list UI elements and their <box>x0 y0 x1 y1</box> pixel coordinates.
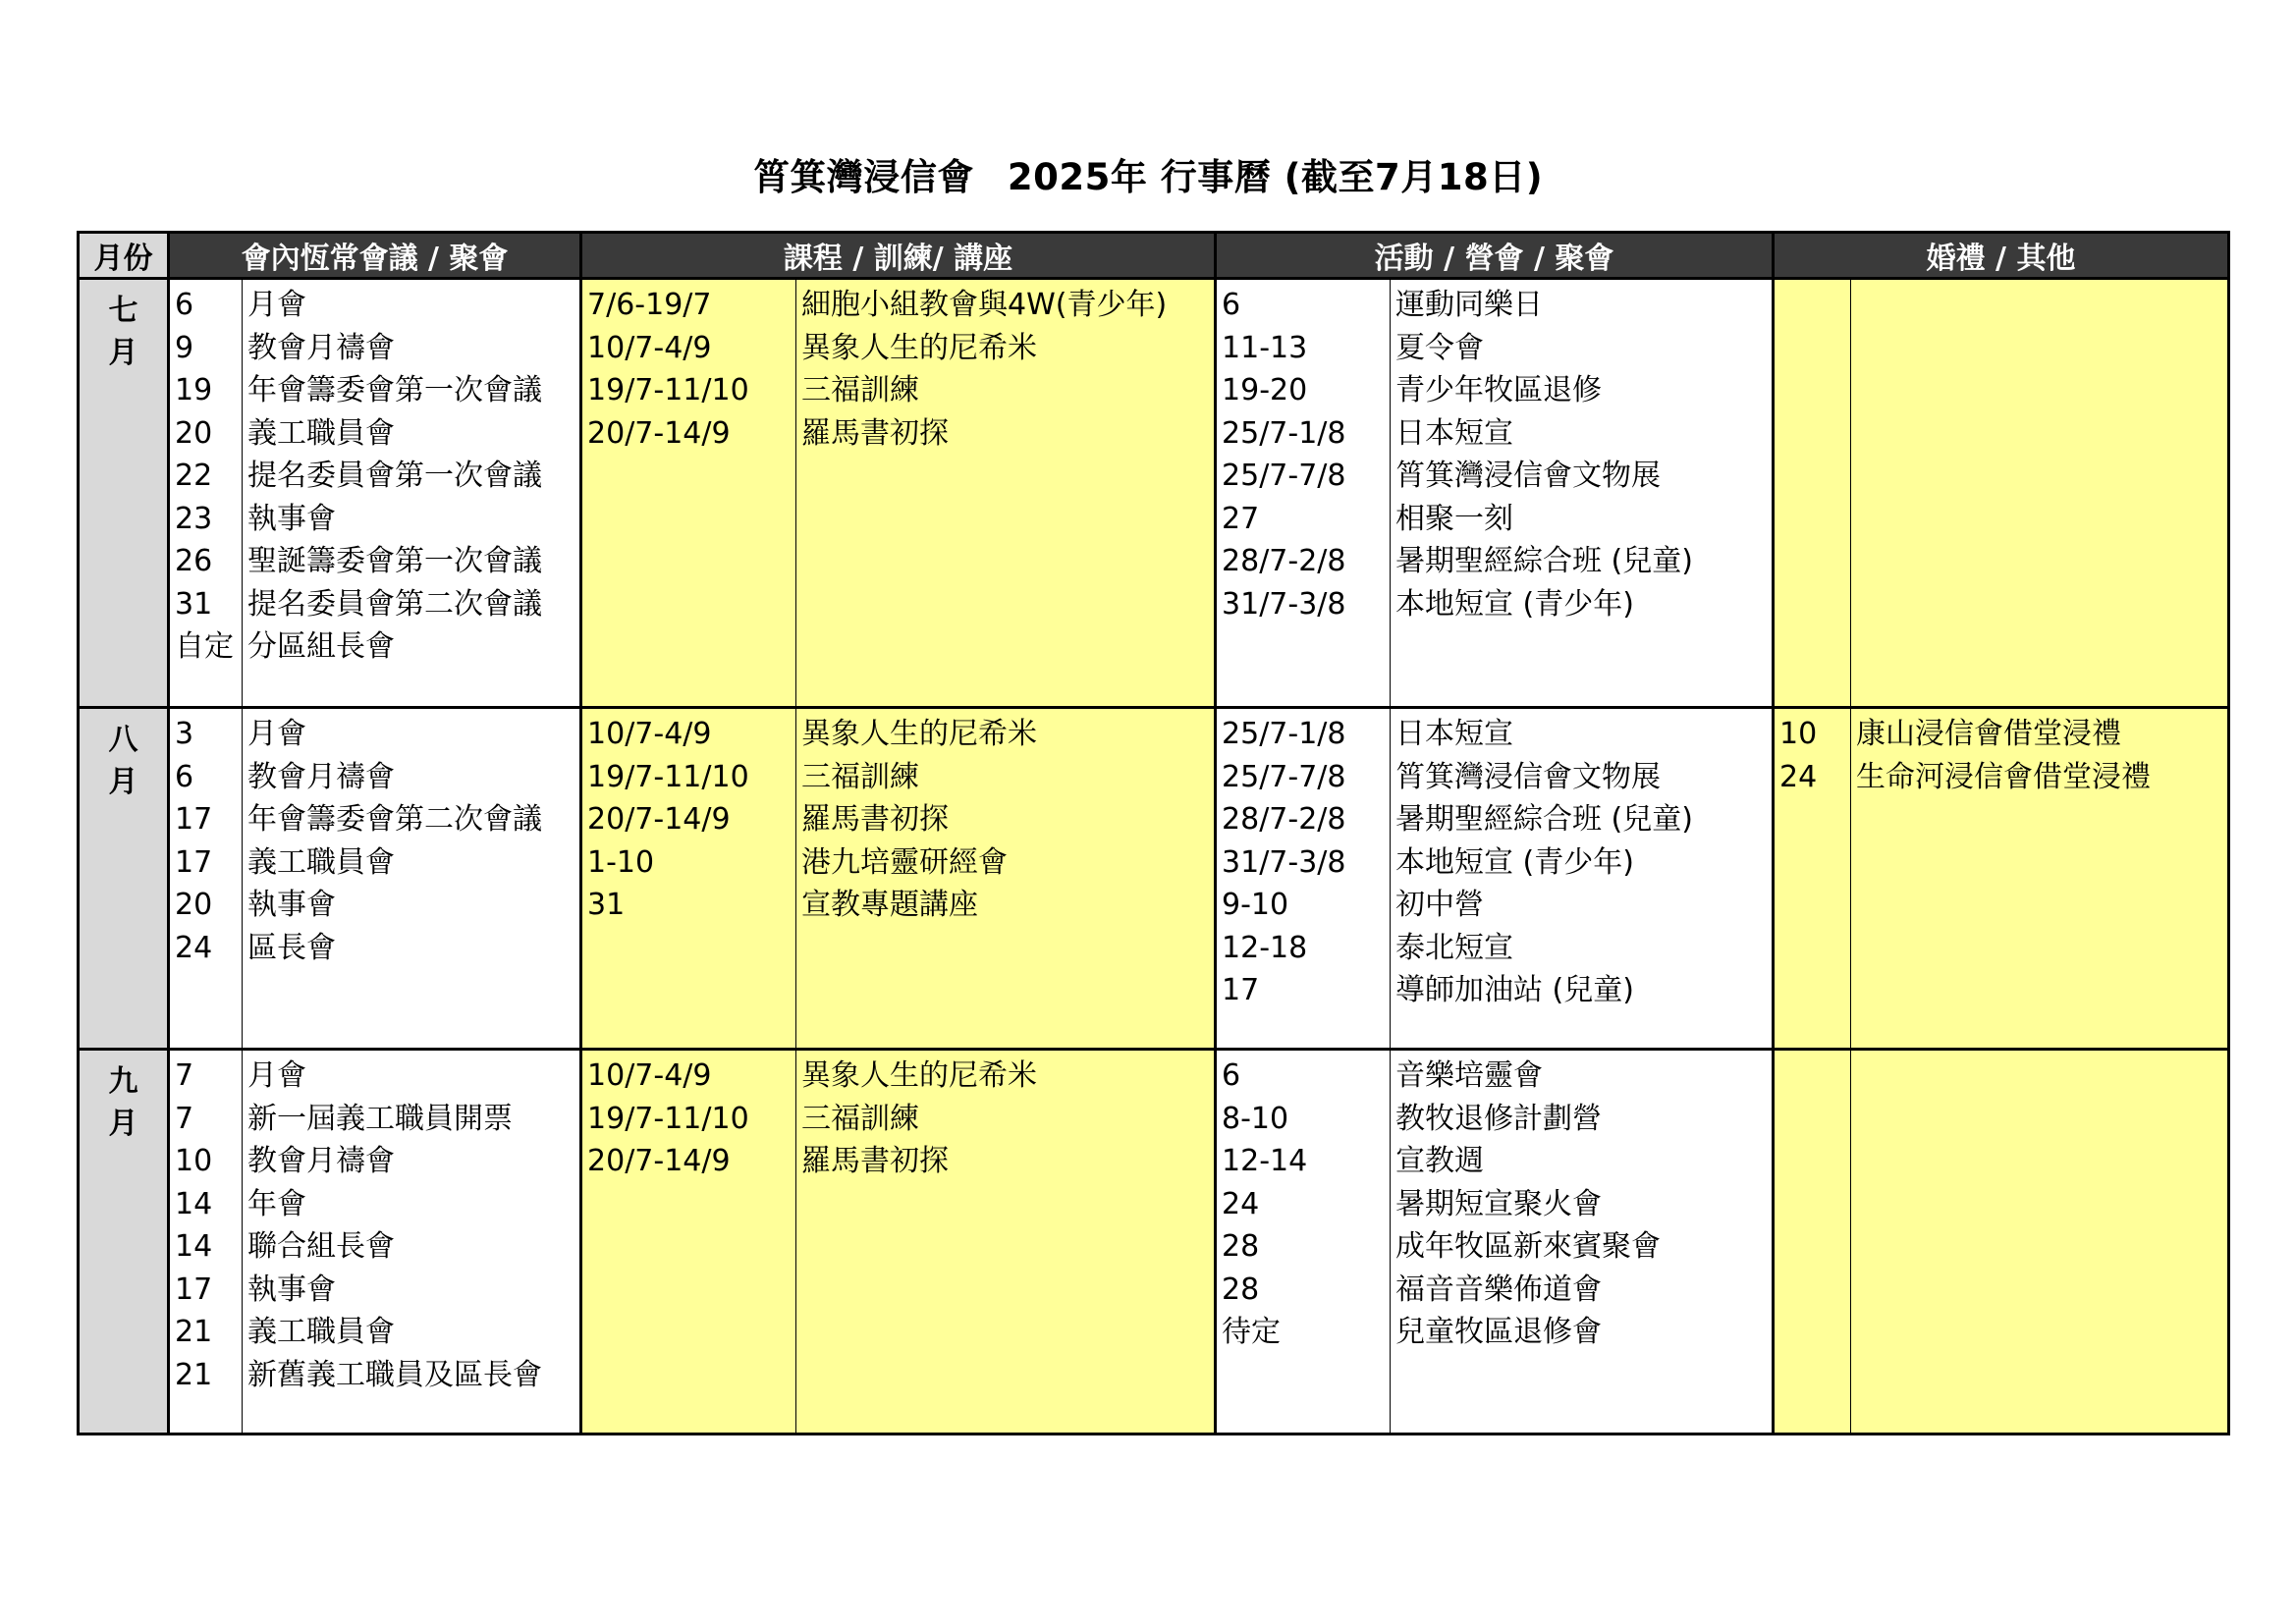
courses-name: 三福訓練 <box>801 373 920 407</box>
activities-name: 導師加油站 (兒童) <box>1395 973 1634 1007</box>
courses-name: 港九培靈研經會 <box>801 844 1009 880</box>
courses-name: 羅馬書初探 <box>801 1144 950 1178</box>
meetings-name: 新舊義工職員及區長會 <box>247 1357 542 1392</box>
activities-name: 暑期聖經綜合班 (兒童) <box>1395 544 1693 578</box>
courses-names <box>796 279 1216 708</box>
activities-dates <box>1216 708 1391 1050</box>
meetings-date: 31 <box>175 586 213 622</box>
weddings-names <box>1851 279 2229 708</box>
meetings-name: 提名委員會第一次會議 <box>247 459 542 493</box>
activities-date: 28 <box>1222 1229 1260 1264</box>
activities-name: 福音音樂佈道會 <box>1395 1272 1603 1307</box>
activities-date: 17 <box>1222 973 1260 1007</box>
weddings-names <box>1851 1050 2229 1435</box>
meetings-date: 21 <box>175 1315 213 1349</box>
activities-name: 初中營 <box>1395 888 1485 922</box>
meetings-name: 提名委員會第二次會議 <box>247 586 542 622</box>
month-row <box>79 708 2229 1050</box>
meetings-name: 新一屆義工職員開票 <box>247 1101 513 1136</box>
activities-date: 8-10 <box>1222 1101 1289 1136</box>
meetings-date: 17 <box>175 844 213 880</box>
month-label <box>79 1050 169 1435</box>
meetings-date: 19 <box>175 373 213 407</box>
activities-date: 31/7-3/8 <box>1222 844 1346 880</box>
courses-date: 1-10 <box>587 844 655 880</box>
activities-name: 泰北短宣 <box>1395 930 1514 965</box>
courses-date: 20/7-14/9 <box>587 415 731 451</box>
activities-name: 筲箕灣浸信會文物展 <box>1395 759 1662 794</box>
courses-date: 31 <box>587 888 626 922</box>
activities-name: 本地短宣 (青少年) <box>1395 844 1634 880</box>
meetings-name: 教會月禱會 <box>247 1144 395 1178</box>
meetings-name: 年會籌委會第一次會議 <box>247 373 542 407</box>
meetings-name: 教會月禱會 <box>247 330 395 365</box>
title-org: 筲箕灣浸信會 <box>752 156 974 198</box>
activities-name: 青少年牧區退修 <box>1395 373 1603 407</box>
month-label <box>79 708 169 1050</box>
activities-date: 24 <box>1222 1186 1260 1221</box>
meetings-date: 17 <box>175 802 213 837</box>
header-meetings: 會內恆常會議 / 聚會 <box>169 233 581 279</box>
activities-name: 相聚一刻 <box>1395 501 1514 536</box>
activities-name: 成年牧區新來賓聚會 <box>1395 1229 1662 1264</box>
activities-name: 夏令會 <box>1395 330 1485 365</box>
meetings-names <box>243 279 581 708</box>
meetings-name: 年會 <box>247 1186 306 1221</box>
meetings-date: 自定 <box>175 629 234 664</box>
weddings-date: 10 <box>1779 717 1818 751</box>
activities-names <box>1391 279 1774 708</box>
courses-date: 20/7-14/9 <box>587 802 731 837</box>
activities-date: 6 <box>1222 1058 1241 1093</box>
meetings-name: 義工職員會 <box>247 844 395 880</box>
activities-name: 教牧退修計劃營 <box>1395 1101 1603 1136</box>
weddings-name: 生命河浸信會借堂浸禮 <box>1856 759 2152 794</box>
meetings-date: 23 <box>175 501 213 536</box>
month-row <box>79 1050 2229 1435</box>
meetings-name: 教會月禱會 <box>247 759 395 794</box>
meetings-date: 26 <box>175 544 213 578</box>
month-row <box>79 279 2229 708</box>
month-char: 月 <box>108 765 138 799</box>
activities-date: 待定 <box>1222 1315 1282 1349</box>
meetings-name: 月會 <box>247 717 306 751</box>
activities-name: 宣教週 <box>1395 1144 1485 1178</box>
meetings-name: 執事會 <box>247 501 336 536</box>
activities-date: 31/7-3/8 <box>1222 586 1346 622</box>
activities-date: 28/7-2/8 <box>1222 544 1346 578</box>
meetings-dates <box>169 708 243 1050</box>
activities-name: 本地短宣 (青少年) <box>1395 586 1634 622</box>
meetings-date: 20 <box>175 415 213 451</box>
courses-dates <box>581 708 796 1050</box>
meetings-date: 7 <box>175 1058 194 1093</box>
courses-name: 宣教專題講座 <box>801 888 979 922</box>
meetings-date: 7 <box>175 1101 194 1136</box>
activities-date: 25/7-1/8 <box>1222 415 1346 451</box>
meetings-date: 17 <box>175 1272 213 1307</box>
courses-names <box>796 708 1216 1050</box>
courses-date: 19/7-11/10 <box>587 373 749 407</box>
courses-name: 細胞小組教會與4W(青少年) <box>801 288 1168 322</box>
weddings-dates <box>1774 708 1851 1050</box>
activities-name: 日本短宣 <box>1395 717 1514 751</box>
meetings-date: 6 <box>175 288 194 322</box>
month-char: 八 <box>108 723 138 757</box>
activities-date: 12-18 <box>1222 930 1308 965</box>
activities-names <box>1391 1050 1774 1435</box>
meetings-dates <box>169 1050 243 1435</box>
activities-date: 25/7-1/8 <box>1222 717 1346 751</box>
meetings-date: 10 <box>175 1144 213 1178</box>
courses-dates <box>581 1050 796 1435</box>
activities-date: 27 <box>1222 501 1260 536</box>
courses-date: 19/7-11/10 <box>587 759 749 794</box>
meetings-name: 義工職員會 <box>247 1315 395 1349</box>
month-char: 月 <box>108 336 138 370</box>
activities-dates <box>1216 279 1391 708</box>
calendar-table <box>77 231 2230 1435</box>
courses-date: 7/6-19/7 <box>587 288 712 322</box>
activities-date: 12-14 <box>1222 1144 1308 1178</box>
courses-dates <box>581 279 796 708</box>
activities-date: 25/7-7/8 <box>1222 759 1346 794</box>
courses-name: 羅馬書初探 <box>801 802 950 837</box>
activities-names <box>1391 708 1774 1050</box>
activities-name: 日本短宣 <box>1395 415 1514 451</box>
meetings-names <box>243 1050 581 1435</box>
meetings-date: 9 <box>175 330 194 365</box>
meetings-name: 月會 <box>247 288 306 322</box>
courses-name: 異象人生的尼希米 <box>801 717 1038 751</box>
meetings-date: 22 <box>175 459 213 493</box>
header-weddings: 婚禮 / 其他 <box>1774 233 2229 279</box>
activities-name: 筲箕灣浸信會文物展 <box>1395 459 1662 493</box>
courses-date: 10/7-4/9 <box>587 330 712 365</box>
courses-names <box>796 1050 1216 1435</box>
meetings-names <box>243 708 581 1050</box>
activities-name: 暑期聖經綜合班 (兒童) <box>1395 802 1693 837</box>
meetings-date: 20 <box>175 888 213 922</box>
page-title <box>0 147 2296 200</box>
month-label <box>79 279 169 708</box>
meetings-date: 21 <box>175 1357 213 1392</box>
weddings-dates <box>1774 1050 1851 1435</box>
courses-name: 羅馬書初探 <box>801 415 950 451</box>
weddings-dates <box>1774 279 1851 708</box>
month-char: 月 <box>108 1107 138 1141</box>
month-char: 九 <box>108 1064 138 1099</box>
meetings-date: 3 <box>175 717 194 751</box>
header-courses: 課程 / 訓練/ 講座 <box>581 233 1216 279</box>
meetings-name: 年會籌委會第二次會議 <box>247 802 542 837</box>
meetings-name: 分區組長會 <box>247 629 395 664</box>
activities-date: 6 <box>1222 288 1241 322</box>
meetings-name: 區長會 <box>247 930 336 965</box>
meetings-date: 24 <box>175 930 213 965</box>
activities-date: 28 <box>1222 1272 1260 1307</box>
activities-dates <box>1216 1050 1391 1435</box>
meetings-name: 聯合組長會 <box>247 1229 395 1264</box>
activities-name: 運動同樂日 <box>1395 288 1544 322</box>
courses-date: 10/7-4/9 <box>587 717 712 751</box>
meetings-date: 14 <box>175 1186 213 1221</box>
meetings-date: 6 <box>175 759 194 794</box>
activities-date: 28/7-2/8 <box>1222 802 1346 837</box>
weddings-date: 24 <box>1779 759 1818 794</box>
courses-name: 三福訓練 <box>801 759 920 794</box>
meetings-name: 義工職員會 <box>247 415 395 451</box>
courses-name: 異象人生的尼希米 <box>801 330 1038 365</box>
meetings-date: 14 <box>175 1229 213 1264</box>
meetings-name: 執事會 <box>247 1272 336 1307</box>
courses-date: 20/7-14/9 <box>587 1144 731 1178</box>
header-row <box>79 233 2229 279</box>
weddings-names <box>1851 708 2229 1050</box>
meetings-dates <box>169 279 243 708</box>
activities-name: 兒童牧區退修會 <box>1395 1315 1603 1349</box>
activities-date: 19-20 <box>1222 373 1308 407</box>
title-main: 2025年 行事曆 (截至7月18日) <box>1007 156 1544 198</box>
activities-name: 暑期短宣聚火會 <box>1395 1186 1603 1221</box>
header-month: 月份 <box>79 233 169 279</box>
activities-date: 11-13 <box>1222 330 1308 365</box>
courses-date: 10/7-4/9 <box>587 1058 712 1093</box>
header-activities: 活動 / 營會 / 聚會 <box>1216 233 1774 279</box>
meetings-name: 月會 <box>247 1058 306 1093</box>
courses-name: 異象人生的尼希米 <box>801 1058 1038 1093</box>
activities-name: 音樂培靈會 <box>1395 1058 1544 1093</box>
activities-date: 25/7-7/8 <box>1222 459 1346 493</box>
month-char: 七 <box>108 294 138 328</box>
courses-name: 三福訓練 <box>801 1101 920 1136</box>
activities-date: 9-10 <box>1222 888 1289 922</box>
meetings-name: 執事會 <box>247 888 336 922</box>
courses-date: 19/7-11/10 <box>587 1101 749 1136</box>
meetings-name: 聖誕籌委會第一次會議 <box>247 544 542 578</box>
weddings-name: 康山浸信會借堂浸禮 <box>1856 717 2122 751</box>
